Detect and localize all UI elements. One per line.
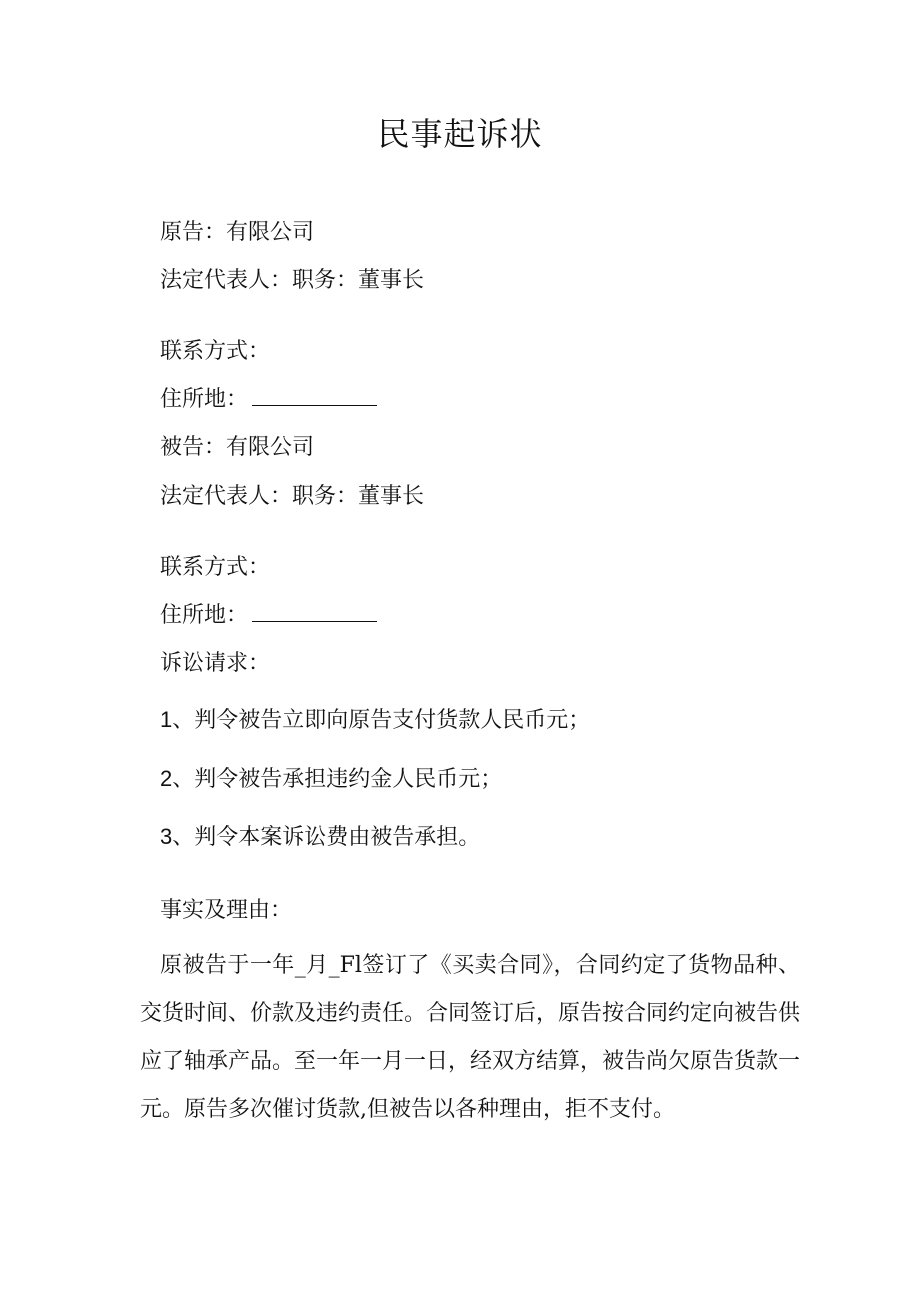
facts-paragraph: 原被告于一年_月_Fl签订了《买卖合同》，合同约定了货物品种、交货时间、价款及违约责任。合同签订后，原告按合同约定向被告供应了轴承产品。至一年一月一日，经双方结算，被告尚欠原告货款一元。原告多次催讨货款,但被告以各种理由，拒不支付。 bbox=[140, 953, 801, 1122]
plaintiff-address-label: 住所地： bbox=[160, 387, 249, 412]
defendant-contact-line: 联系方式： bbox=[160, 555, 271, 580]
claim-number-2: 2 bbox=[160, 766, 173, 791]
defendant-address-line bbox=[160, 601, 377, 631]
claim-number-3: 3 bbox=[160, 824, 173, 849]
facts-heading: 事实及理由： bbox=[160, 898, 293, 923]
plaintiff-address-line bbox=[160, 385, 377, 415]
plaintiff-contact-line: 联系方式： bbox=[160, 339, 271, 364]
plaintiff-address-blank bbox=[252, 385, 377, 406]
claim-item-3 bbox=[160, 822, 480, 853]
claim-text-2: 、判令被告承担违约金人民币元； bbox=[172, 767, 503, 792]
plaintiff-line: 原告：有限公司 bbox=[160, 220, 315, 245]
claim-item-1 bbox=[160, 705, 590, 736]
defendant-address-label: 住所地： bbox=[160, 603, 249, 628]
defendant-line: 被告：有限公司 bbox=[160, 435, 315, 460]
defendant-representative-line: 法定代表人：职务：董事长 bbox=[160, 484, 425, 509]
claim-text-1: 、判令被告立即向原告支付货款人民币元； bbox=[172, 708, 591, 733]
defendant-address-blank bbox=[252, 601, 377, 622]
claims-heading: 诉讼请求： bbox=[160, 651, 271, 676]
document-title: 民事起诉状 bbox=[377, 115, 543, 153]
claim-number-1: 1 bbox=[160, 707, 173, 732]
claim-text-3: 、判令本案诉讼费由被告承担。 bbox=[172, 825, 481, 850]
claim-item-2 bbox=[160, 764, 502, 795]
plaintiff-representative-line: 法定代表人：职务：董事长 bbox=[160, 268, 425, 293]
